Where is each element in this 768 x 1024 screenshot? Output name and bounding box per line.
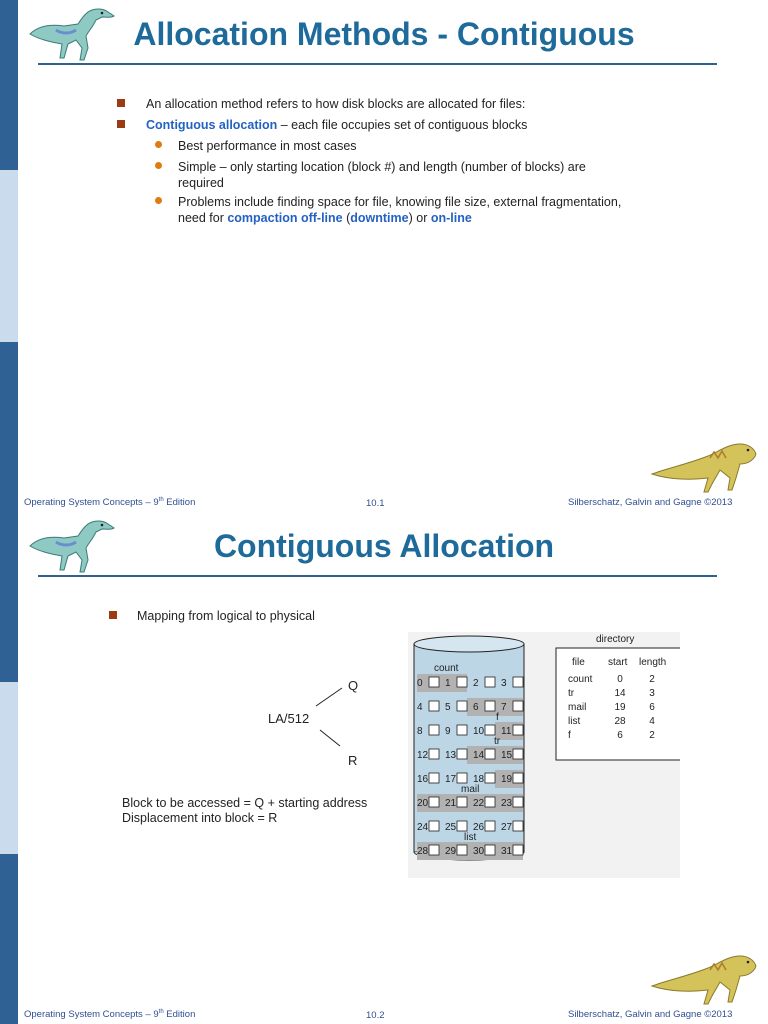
directory-header-file: file xyxy=(572,657,585,668)
term-downtime: downtime xyxy=(350,211,409,225)
block-number: 24 xyxy=(417,822,429,833)
directory-cell: 6 xyxy=(617,730,623,741)
file-label-f: f xyxy=(496,712,499,723)
bullet-dot-icon xyxy=(155,197,162,204)
directory-cell: mail xyxy=(568,702,587,713)
disk-block xyxy=(485,725,495,735)
disk-block xyxy=(429,701,439,711)
block-number: 20 xyxy=(417,798,429,809)
disk-block xyxy=(513,725,523,735)
footer-sup: th xyxy=(158,497,164,503)
directory-cell: 14 xyxy=(614,688,626,699)
block-number: 7 xyxy=(501,702,507,713)
bullet-square-icon xyxy=(117,99,125,107)
formula-line: Block to be accessed = Q + starting address xyxy=(122,796,368,810)
block-number: 1 xyxy=(445,678,451,689)
directory-cell: 6 xyxy=(649,702,655,713)
disk-block xyxy=(429,797,439,807)
block-number: 9 xyxy=(445,726,451,737)
slide-sidebar xyxy=(0,0,18,512)
directory-cell: list xyxy=(568,716,581,727)
disk-block xyxy=(513,749,523,759)
directory-cell: 4 xyxy=(649,716,655,727)
directory-cell: 28 xyxy=(614,716,626,727)
disk-block xyxy=(457,725,467,735)
disk-block xyxy=(485,773,495,783)
lizard-logo-icon xyxy=(648,946,760,1006)
footer-sup: th xyxy=(158,1009,164,1015)
block-number: 25 xyxy=(445,822,457,833)
disk-block xyxy=(513,797,523,807)
block-number: 13 xyxy=(445,750,457,761)
disk-block xyxy=(513,821,523,831)
directory-cell: 19 xyxy=(614,702,626,713)
directory-title: directory xyxy=(596,634,635,645)
disk-block xyxy=(457,701,467,711)
block-number: 14 xyxy=(473,750,485,761)
footer-text: Edition xyxy=(163,497,196,509)
disk-block xyxy=(513,701,523,711)
footer-text: Operating System Concepts – 9 xyxy=(24,497,159,509)
sub-bullet-text: Problems include finding space for file, knowing file size, external fragmentation, xyxy=(178,195,622,209)
block-number: 31 xyxy=(501,846,513,857)
footer-page-number: 10.1 xyxy=(366,498,385,509)
title-divider xyxy=(38,575,717,577)
footer-text: Edition xyxy=(163,1009,196,1021)
bullet-text xyxy=(146,117,527,133)
directory-cell: tr xyxy=(568,688,575,699)
disk-block xyxy=(457,845,467,855)
disk-block xyxy=(485,701,495,711)
file-label-mail: mail xyxy=(461,784,480,795)
sub-bullet-text: Best performance in most cases xyxy=(178,139,357,153)
block-number: 12 xyxy=(417,750,429,761)
directory-cell: f xyxy=(568,730,571,741)
term-online: on-line xyxy=(430,211,472,225)
bullet-dot-icon xyxy=(155,162,162,169)
block-number: 28 xyxy=(417,846,429,857)
disk-block xyxy=(485,749,495,759)
sub-bullet-text: Simple – only starting location (block #) and length (number of blocks) are xyxy=(178,160,586,174)
block-number: 6 xyxy=(473,702,479,713)
disk-block xyxy=(457,749,467,759)
block-number: 0 xyxy=(417,678,423,689)
sub-bullet-text xyxy=(178,210,472,226)
disk-block xyxy=(429,845,439,855)
disk-block xyxy=(429,749,439,759)
bullet-square-icon xyxy=(109,611,117,619)
slide-2 xyxy=(0,512,768,1024)
slide-title: Contiguous Allocation xyxy=(213,528,555,564)
bullet-text: An allocation method refers to how disk blocks are allocated for files: xyxy=(146,97,526,111)
logical-address-label: LA/512 xyxy=(268,711,310,726)
block-number: 8 xyxy=(417,726,423,737)
text-run: ) or xyxy=(408,211,431,225)
block-number: 23 xyxy=(501,798,513,809)
block-number: 3 xyxy=(501,678,507,689)
block-number: 16 xyxy=(417,774,429,785)
remainder-label: R xyxy=(348,753,358,768)
disk-block xyxy=(429,677,439,687)
disk-block xyxy=(513,677,523,687)
disk-block xyxy=(429,773,439,783)
quotient-label: Q xyxy=(348,678,359,693)
block-number: 27 xyxy=(501,822,513,833)
block-number: 30 xyxy=(473,846,485,857)
directory-cell: count xyxy=(568,674,593,685)
block-number: 19 xyxy=(501,774,513,785)
slide-title: Allocation Methods - Contiguous xyxy=(133,16,635,52)
disk-block xyxy=(513,773,523,783)
disk-block xyxy=(485,821,495,831)
block-number: 11 xyxy=(501,726,512,737)
block-number: 22 xyxy=(473,798,485,809)
file-label-list: list xyxy=(464,832,477,843)
disk-block xyxy=(457,797,467,807)
block-number: 26 xyxy=(473,822,485,833)
directory-header-start: start xyxy=(608,657,628,668)
mapping-arrows xyxy=(310,682,350,752)
block-number: 2 xyxy=(473,678,479,689)
block-number: 4 xyxy=(417,702,423,713)
disk-block xyxy=(485,845,495,855)
block-number: 18 xyxy=(473,774,485,785)
block-number: 21 xyxy=(445,798,457,809)
block-number: 29 xyxy=(445,846,457,857)
footer-authors: Silberschatz, Galvin and Gagne ©2013 xyxy=(568,497,733,508)
disk-block xyxy=(457,773,467,783)
disk-block xyxy=(429,725,439,735)
text-run: ( xyxy=(342,211,351,225)
footer-book-title xyxy=(24,1009,195,1020)
term-compaction-offline: compaction off-line xyxy=(227,211,343,225)
directory-cell: 3 xyxy=(649,688,655,699)
directory-cell: 2 xyxy=(649,674,655,685)
disk-block xyxy=(485,677,495,687)
formula-line: Displacement into block = R xyxy=(122,811,278,825)
bullet-square-icon xyxy=(117,120,125,128)
file-label-count: count xyxy=(434,663,459,674)
footer-text: Operating System Concepts – 9 xyxy=(24,1009,159,1021)
directory-header-length: length xyxy=(639,657,667,668)
disk-block xyxy=(457,821,467,831)
disk-figure xyxy=(408,632,680,878)
bullet-text-rest: – each file occupies set of contiguous blocks xyxy=(277,118,528,132)
disk-block xyxy=(457,677,467,687)
text-run: need for xyxy=(178,211,228,225)
sub-bullet-text: required xyxy=(178,176,224,190)
title-divider xyxy=(38,63,717,65)
directory-cell: 2 xyxy=(649,730,655,741)
block-number: 17 xyxy=(445,774,457,785)
term-contiguous-allocation: Contiguous allocation xyxy=(146,118,278,132)
footer-authors: Silberschatz, Galvin and Gagne ©2013 xyxy=(568,1009,733,1020)
bullet-dot-icon xyxy=(155,141,162,148)
file-label-tr: tr xyxy=(494,736,501,747)
slide-sidebar xyxy=(0,512,18,1024)
footer-page-number: 10.2 xyxy=(366,1010,385,1021)
disk-block xyxy=(513,845,523,855)
block-number: 5 xyxy=(445,702,451,713)
bullet-text: Mapping from logical to physical xyxy=(137,609,315,623)
directory-cell: 0 xyxy=(617,674,623,685)
disk-block xyxy=(485,797,495,807)
block-number: 15 xyxy=(501,750,513,761)
footer-book-title xyxy=(24,497,195,508)
block-number: 10 xyxy=(473,726,485,737)
lizard-logo-icon xyxy=(648,434,760,494)
disk-block xyxy=(429,821,439,831)
